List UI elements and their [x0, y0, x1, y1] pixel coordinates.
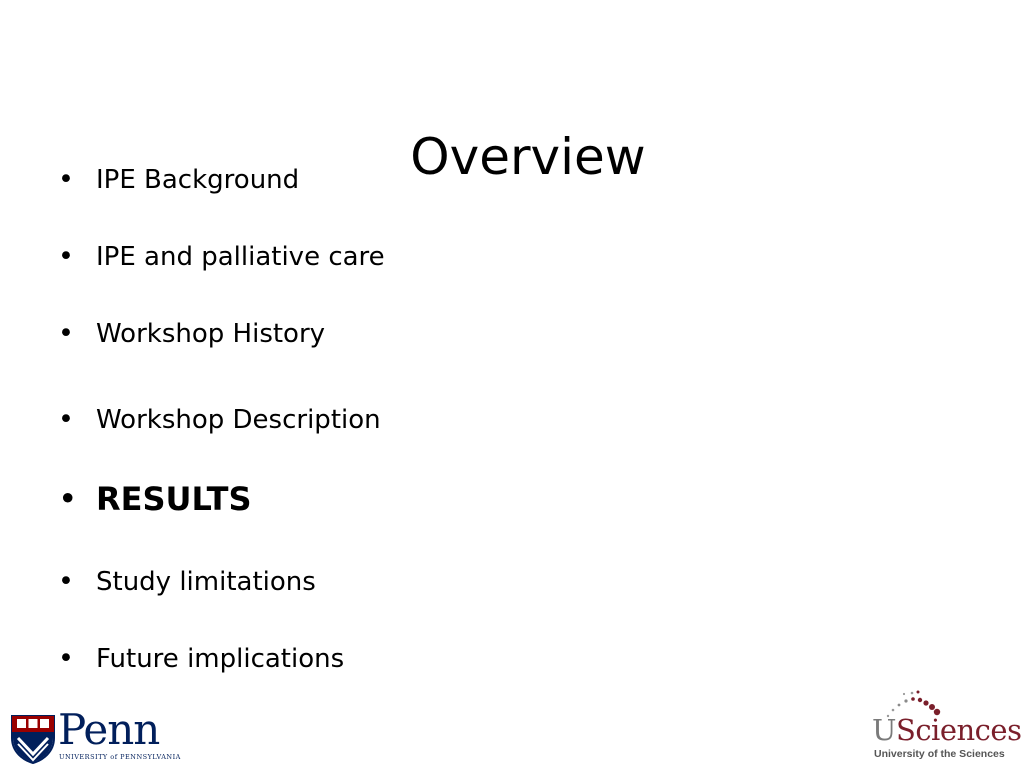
- usciences-wordmark: [872, 712, 1021, 748]
- bullet-text: Workshop Description: [96, 405, 381, 435]
- shield-icon: [10, 714, 56, 764]
- bullet-text: Workshop History: [96, 319, 326, 349]
- penn-subtitle: UNIVERSITY of PENNSYLVANIA: [59, 753, 181, 761]
- bullet-item: [58, 403, 381, 437]
- penn-logo: [10, 705, 181, 764]
- usciences-wordmark-rest: Sciences: [895, 713, 1022, 747]
- bullet-marker: •: [58, 241, 74, 272]
- usciences-logo: [868, 690, 1020, 764]
- slide-title: Overview: [410, 127, 646, 186]
- bullet-text: RESULTS: [96, 480, 252, 518]
- bullet-marker: •: [58, 479, 78, 518]
- bullet-item-emphasized: [58, 479, 252, 518]
- usciences-subtitle: University of the Sciences: [874, 748, 1005, 760]
- bullet-item: [58, 163, 299, 197]
- bullet-marker: •: [58, 566, 74, 597]
- usciences-wordmark-u: U: [872, 713, 896, 747]
- bullet-text: Study limitations: [96, 567, 316, 597]
- bullet-text: IPE and palliative care: [96, 242, 385, 272]
- bullet-text: IPE Background: [96, 165, 300, 195]
- bullet-text: Future implications: [96, 644, 345, 674]
- bullet-marker: •: [58, 643, 74, 674]
- bullet-item: [58, 240, 385, 274]
- bullet-marker: •: [58, 404, 74, 435]
- bullet-item: [58, 565, 316, 599]
- penn-wordmark: Penn: [58, 705, 160, 754]
- bullet-item: [58, 642, 344, 676]
- bullet-marker: •: [58, 164, 74, 195]
- bullet-marker: •: [58, 318, 74, 349]
- bullet-item: [58, 317, 325, 351]
